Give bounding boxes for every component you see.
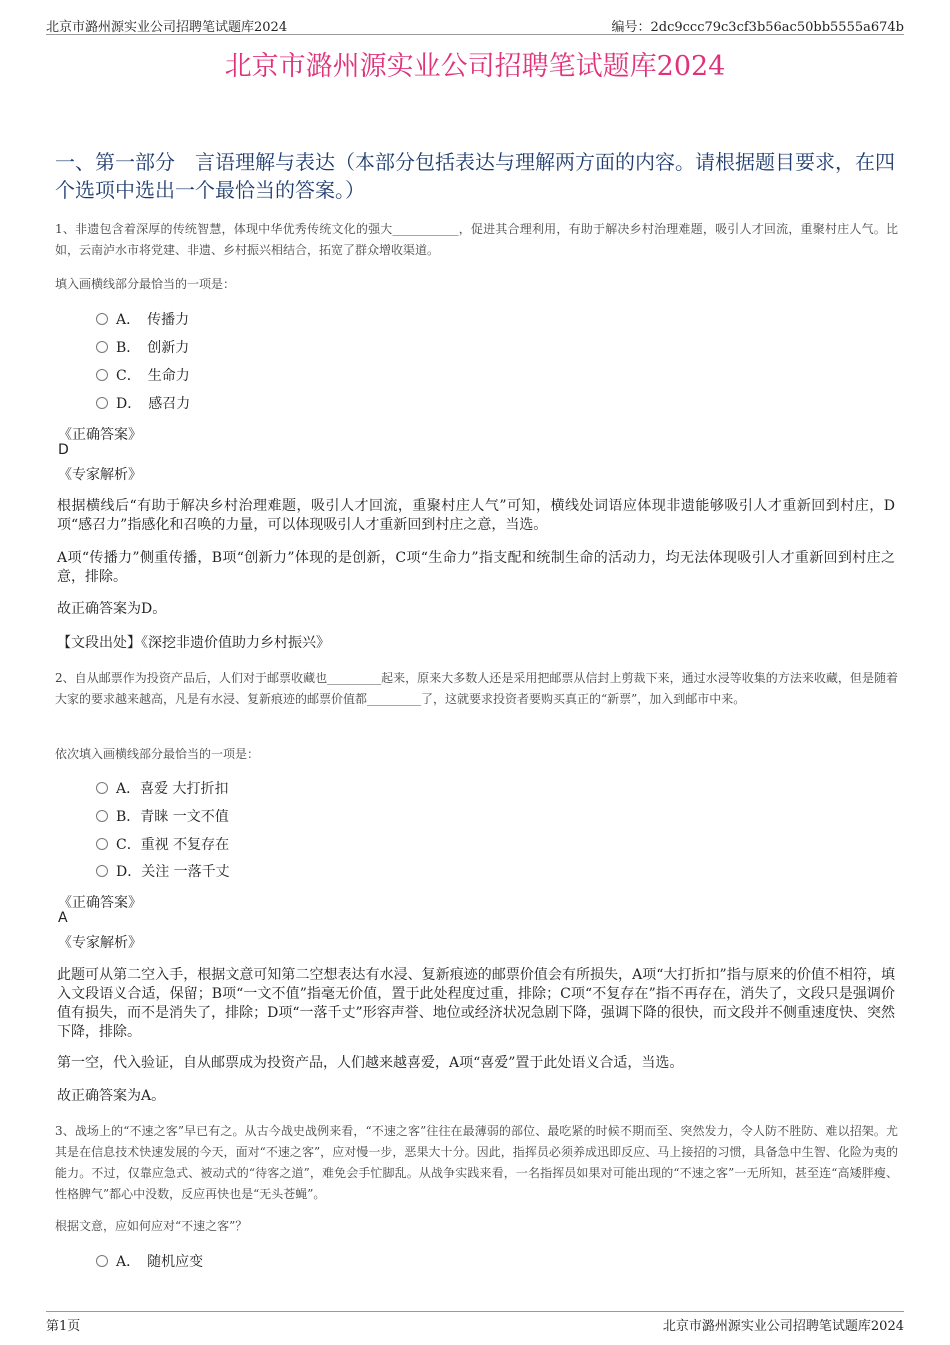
question-1-text: 1、非遗包含着深厚的传统智慧，体现中华优秀传统文化的强大___________，促进其合理利用，有助于解决乡村治理难题，吸引人才回流，重聚村庄人气。比如，云南泸水市将党建、非遗、乡村振兴相结合，拓宽了群众增收渠道。 [55, 222, 898, 257]
option-label: A． 传播力 [116, 312, 190, 328]
question-1-option-a[interactable] [96, 309, 189, 329]
option-label: C．重视 不复存在 [116, 837, 230, 853]
option-label: D．关注 一落千丈 [116, 864, 230, 880]
question-3-text: 3、战场上的“不速之客”早已有之。从古今战史战例来看，“不速之客”往往在最薄弱的部位、最吃紧的时候不期而至、突然发力，令人防不胜防、难以招架。尤其是在信息技术快速发展的今天，面对“不速之客”，应对慢一步，恶果大十分。因此，指挥员必须养成迅即反应、马上接招的习惯，具备急中生智、化险为夷的能力。不过，仅靠应急式、被动式的“待客之道”，难免会手忙脚乱。从战争实践来看，一名指挥员如果对可能出现的“不速之客”一无所知，甚至连“高矮胖瘦、性格脾气”都心中没数，反应再快也是“无头苍蝇”。 [55, 1124, 898, 1201]
section-title: 一、第一部分 言语理解与表达（本部分包括表达与理解两方面的内容。请根据题目要求，在四个选项中选出一个最恰当的答案。） [55, 150, 895, 202]
question-1-answer: D [58, 442, 69, 458]
header-doc-name: 北京市潞州源实业公司招聘笔试题库2024 [46, 20, 288, 35]
question-1-analysis-label: 《专家解析》 [58, 467, 142, 483]
question-2-option-c[interactable] [96, 834, 229, 854]
question-2-option-a[interactable] [96, 778, 229, 798]
question-1-analysis-paragraph: A项“传播力”侧重传播，B项“创新力”体现的是创新，C项“生命力”指支配和统制生命的活动力，均无法体现吸引人才重新回到村庄之意，排除。 [57, 550, 895, 585]
question-1-option-c[interactable] [96, 365, 190, 385]
header-doc-id: 编号：2dc9ccc79c3cf3b56ac50bb5555a674b [611, 20, 904, 35]
option-label: B． 创新力 [116, 340, 190, 356]
document-title: 北京市潞州源实业公司招聘笔试题库2024 [224, 51, 726, 82]
option-label: C． 生命力 [116, 368, 190, 384]
option-label: B．青睐 一文不值 [116, 809, 229, 825]
question-2-analysis-label: 《专家解析》 [58, 935, 142, 951]
radio-icon[interactable] [96, 810, 108, 822]
radio-icon[interactable] [96, 782, 108, 794]
question-2-answer-label: 《正确答案》 [58, 895, 142, 911]
page-header [46, 14, 904, 35]
question-2-option-b[interactable] [96, 806, 229, 826]
question-2-option-d[interactable] [96, 861, 230, 881]
option-label: A． 随机应变 [116, 1254, 204, 1270]
question-3-prompt: 根据文意，应如何应对“不速之客”？ [55, 1219, 248, 1233]
question-1-prompt: 填入画横线部分最恰当的一项是： [55, 277, 236, 291]
radio-icon[interactable] [96, 838, 108, 850]
footer-doc-name: 北京市潞州源实业公司招聘笔试题库2024 [662, 1319, 904, 1334]
question-2-analysis-paragraph: 此题可从第二空入手，根据文意可知第二空想表达有水浸、复新痕迹的邮票价值会有所损失，A项“大打折扣”指与原来的价值不相符，填入文段语义合适，保留；B项“一文不值”指毫无价值，置于此处程度过重，排除；C项“不复存在”指不再存在，消失了，文段只是强调价值有损失，而不是消失了，排除；D项“一落千丈”形容声誉、地位或经济状况急剧下降，强调下降的很快，而文段并不侧重速度快、突然下降，排除。 [57, 967, 895, 1040]
radio-icon[interactable] [96, 341, 108, 353]
question-1-option-d[interactable] [96, 393, 190, 413]
page-footer [46, 1311, 904, 1334]
page-number: 第1页 [46, 1319, 81, 1334]
question-1-answer-label: 《正确答案》 [58, 427, 142, 443]
question-2-conclusion: 故正确答案为A。 [57, 1088, 166, 1104]
radio-icon[interactable] [96, 865, 108, 877]
question-2-prompt: 依次填入画横线部分最恰当的一项是： [55, 747, 260, 761]
radio-icon[interactable] [96, 369, 108, 381]
question-2-text: 2、自从邮票作为投资产品后，人们对于邮票收藏也_________起来，原来大多数人还是采用把邮票从信封上剪裁下来，通过水浸等收集的方法来收藏，但是随着大家的要求越来越高，凡是有水浸、复新痕迹的邮票价值都_________了，这就要求投资者要购买真正的“新票”，加入到邮市中来。 [55, 671, 898, 706]
question-3-option-a[interactable] [96, 1251, 203, 1271]
radio-icon[interactable] [96, 313, 108, 325]
question-1-option-b[interactable] [96, 337, 189, 357]
question-1-source: 【文段出处】《深挖非遗价值助力乡村振兴》 [57, 635, 330, 651]
question-1-analysis-paragraph: 根据横线后“有助于解决乡村治理难题，吸引人才回流，重聚村庄人气”可知，横线处词语应体现非遗能够吸引人才重新回到村庄，D项“感召力”指感化和召唤的力量，可以体现吸引人才重新回到村庄之意，当选。 [57, 498, 895, 533]
radio-icon[interactable] [96, 1255, 108, 1267]
question-1-conclusion: 故正确答案为D。 [57, 601, 167, 617]
question-2-analysis-paragraph: 第一空，代入验证，自从邮票成为投资产品，人们越来越喜爱，A项“喜爱”置于此处语义合适，当选。 [57, 1055, 684, 1071]
radio-icon[interactable] [96, 397, 108, 409]
option-label: A．喜爱 大打折扣 [116, 781, 229, 797]
question-2-answer: A [58, 910, 68, 926]
option-label: D． 感召力 [116, 396, 191, 412]
